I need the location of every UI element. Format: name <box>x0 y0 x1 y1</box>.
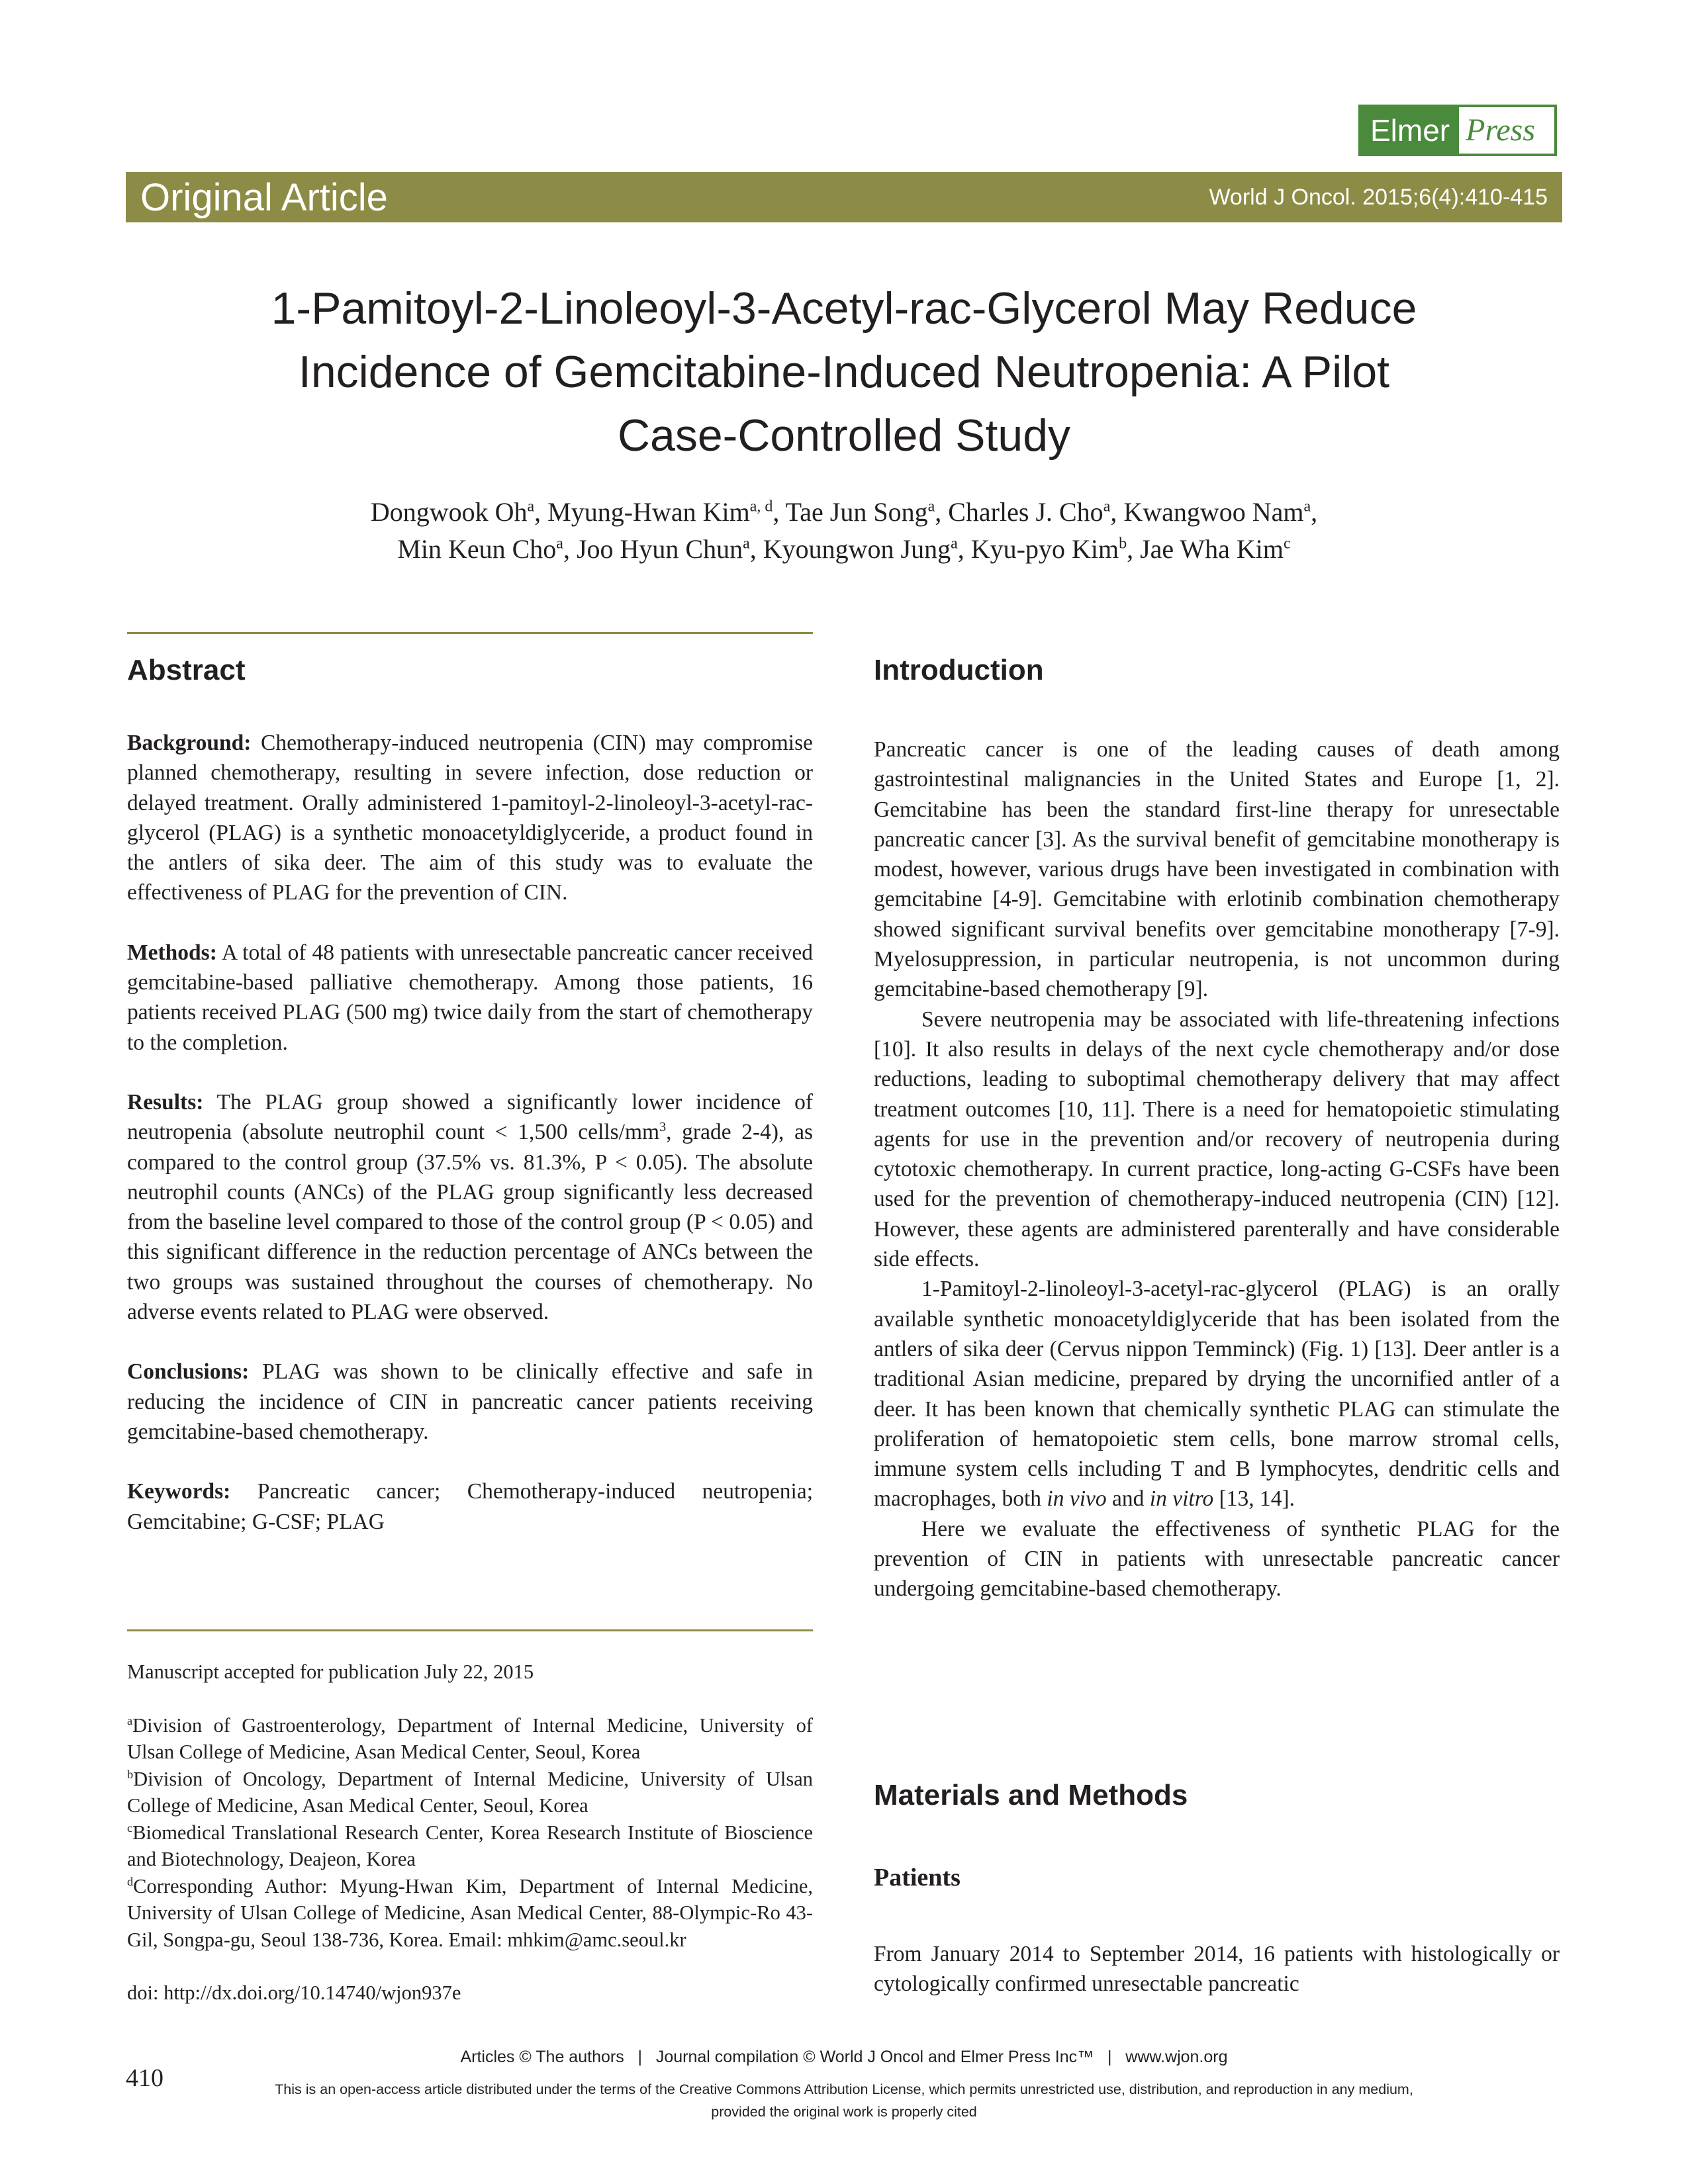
section-type: Original Article <box>140 175 388 219</box>
article-title <box>132 277 1556 467</box>
author: Charles J. Cho$^a$, <box>948 497 1124 527</box>
abstract-conclusions: Conclusions: PLAG was shown to be clinically effective and safe in reducing the incidence of CIN in pancreatic cancer patients receiving gemcitabine-based chemotherapy. <box>127 1359 814 1444</box>
logo-press: Press <box>1466 113 1536 148</box>
patients-paragraph: From January 2014 to September 2014, 16 patients with histologically or cytologically confirmed unresectable pancreatic <box>874 1942 1560 1997</box>
affiliation: $^d$Corresponding Author: Myung-Hwan Kim, Department of Internal Medicine, University of Ulsan College of Medicine, Asan Medical Center, 88-Olympic-Ro 43-Gil, Songpa-gu, Seoul 138-736, Korea. Email: mhkim@amc.seoul.kr <box>127 1874 813 1951</box>
author: Kyu-pyo Kim$^b$, <box>970 534 1141 564</box>
intro-paragraph: Pancreatic cancer is one of the leading causes of death among gastrointestinal malignancies in the United States and Europe [1, 2]. Gemcitabine has been the standard first-line therapy for unresectable pancreatic cancer [3]. As the survival benefit of gemcitabine monotherapy is modest, however, various drugs have been investigated in combination with gemcitabine [4-9]. Gemcitabine with erlotinib combination chemotherapy showed significant survival benefits over gemcitabine monotherapy [7-9]. Myelosuppression, in particular neutropenia, is not uncommon during gemcitabine-based chemotherapy [9]. <box>874 737 1560 1002</box>
author: Myung-Hwan Kim$^{a, d}$, <box>547 497 786 527</box>
abstract-keywords: Keywords: Pancreatic cancer; Chemotherapy-induced neutropenia; Gemcitabine; G-CSF; PLAG <box>127 1479 814 1534</box>
journal-citation: World J Oncol. 2015;6(4):410-415 <box>1209 184 1548 210</box>
author: Joo Hyun Chun$^a$, <box>576 534 763 564</box>
notes-rule <box>127 1629 813 1631</box>
affiliation: $^a$Division of Gastroenterology, Department of Internal Medicine, University of Ulsan College of Medicine, Asan Medical Center, Seoul, Korea <box>127 1713 813 1763</box>
abstract-heading: Abstract <box>127 654 246 686</box>
author: Tae Jun Song$^a$, <box>785 497 949 527</box>
methods-heading: Materials and Methods <box>874 1779 1188 1811</box>
doi[interactable]: doi: http://dx.doi.org/10.14740/wjon937e <box>127 1981 461 2004</box>
header-bar <box>126 172 1562 222</box>
author-line <box>132 531 1556 568</box>
affiliation: $^c$Biomedical Translational Research Center, Korea Research Institute of Bioscience and Biotechnology, Deajeon, Korea <box>127 1821 813 1870</box>
page-number: 410 <box>126 2064 164 2092</box>
author: Kyoungwon Jung$^a$, <box>763 534 971 564</box>
abstract-background: Background: Chemotherapy-induced neutropenia (CIN) may compromise planned chemotherapy, resulting in severe infection, dose reduction or delayed treatment. Orally administered 1-pamitoyl-2-linoleoyl-3-acetyl-rac-glycerol (PLAG) is a synthetic monoacetyldiglyceride, a product found in the antlers of sika deer. The aim of this study was to evaluate the effectiveness of PLAG for the prevention of CIN. <box>127 731 813 905</box>
title-line: Incidence of Gemcitabine-Induced Neutropenia: A Pilot <box>298 347 1390 397</box>
footer-copyright: Articles © The authors | Journal compilation © World J Oncol and Elmer Press Inc™ | www.wjon.org <box>460 2048 1228 2066</box>
patients-subheading: Patients <box>874 1864 961 1891</box>
abstract-results: Results: The PLAG group showed a significantly lower incidence of neutropenia (absolute neutrophil count < 1,500 cells/$mm^3$, grade 2-4), as compared to the control group (37.5% vs. 81.3%, P < 0.05). The absolute neutrophil counts (ANCs) of the PLAG group significantly less decreased from the baseline level compared to those of the control group (P < 0.05) and this significant difference in the reduction percentage of ANCs between the two groups was sustained throughout the courses of chemotherapy. No adverse events related to PLAG were observed. <box>127 1089 813 1325</box>
footer-license: This is an open-access article distributed under the terms of the Creative Commons Attribution License, which permits unrestricted use, distribution, and reproduction in any medium, provided the original work is properly cited <box>275 2081 1413 2120</box>
author-line <box>132 494 1556 531</box>
intro-paragraph: Severe neutropenia may be associated with life-threatening infections [10]. It also results in delays of the next cycle chemotherapy and/or dose reductions, leading to suboptimal chemotherapy delivery that may affect treatment outcomes [10, 11]. There is a need for hematopoietic stimulating agents for use in the prevention and/or recovery of neutropenia during cytotoxic chemotherapy. In current practice, long-acting G-CSFs have been used for the prevention of chemotherapy-induced neutropenia (CIN) [12]. However, these agents are administered parenterally and have considerable side effects. <box>874 1007 1560 1272</box>
intro-paragraph: 1-Pamitoyl-2-linoleoyl-3-acetyl-rac-glycerol (PLAG) is an orally available synthetic monoacetyldiglyceride that has been isolated from the antlers of sika deer (Cervus nippon Temminck) (Fig. 1) [13]. Deer antler is a traditional Asian medicine, prepared by drying the uncornified antler of a deer. It has been known that chemically synthetic PLAG can stimulate the proliferation of hematopoietic stem cells, bone marrow stromal cells, immune system cells including T and B lymphocytes, dendritic cells and macrophages, both in vivo and in vitro [13, 14]. <box>874 1277 1560 1512</box>
introduction-body <box>874 735 1560 1604</box>
author: Dongwook Oh$^a$, <box>370 497 548 527</box>
abstract-body <box>127 728 813 1537</box>
author: Kwangwoo Nam$^a$, <box>1123 497 1318 527</box>
affiliation: $^b$Division of Oncology, Department of Internal Medicine, University of Ulsan College of Medicine, Asan Medical Center, Seoul, Korea <box>127 1767 813 1817</box>
logo-elmer: Elmer <box>1361 107 1459 154</box>
front-notes <box>127 1659 813 2007</box>
abstract-methods: Methods: A total of 48 patients with unresectable pancreatic cancer received gemcitabine-based palliative chemotherapy. Among those patients, 16 patients received PLAG (500 mg) twice daily from the start of chemotherapy to the completion. <box>127 940 813 1055</box>
publisher-logo <box>1358 105 1557 156</box>
abstract-top-rule <box>127 632 813 634</box>
author: Min Keun Cho$^a$, <box>397 534 577 564</box>
title-line: Case-Controlled Study <box>617 410 1071 461</box>
introduction-heading: Introduction <box>874 654 1044 686</box>
accepted-date: Manuscript accepted for publication July 22, 2015 <box>127 1661 534 1683</box>
title-line: 1-Pamitoyl-2-Linoleoyl-3-Acetyl-rac-Glycerol May Reduce <box>271 283 1417 334</box>
author: Jae Wha Kim$^c$ <box>1140 534 1291 564</box>
intro-paragraph: Here we evaluate the effectiveness of synthetic PLAG for the prevention of CIN in patients with unresectable pancreatic cancer undergoing gemcitabine-based chemotherapy. <box>874 1516 1560 1602</box>
author-list <box>132 494 1556 568</box>
